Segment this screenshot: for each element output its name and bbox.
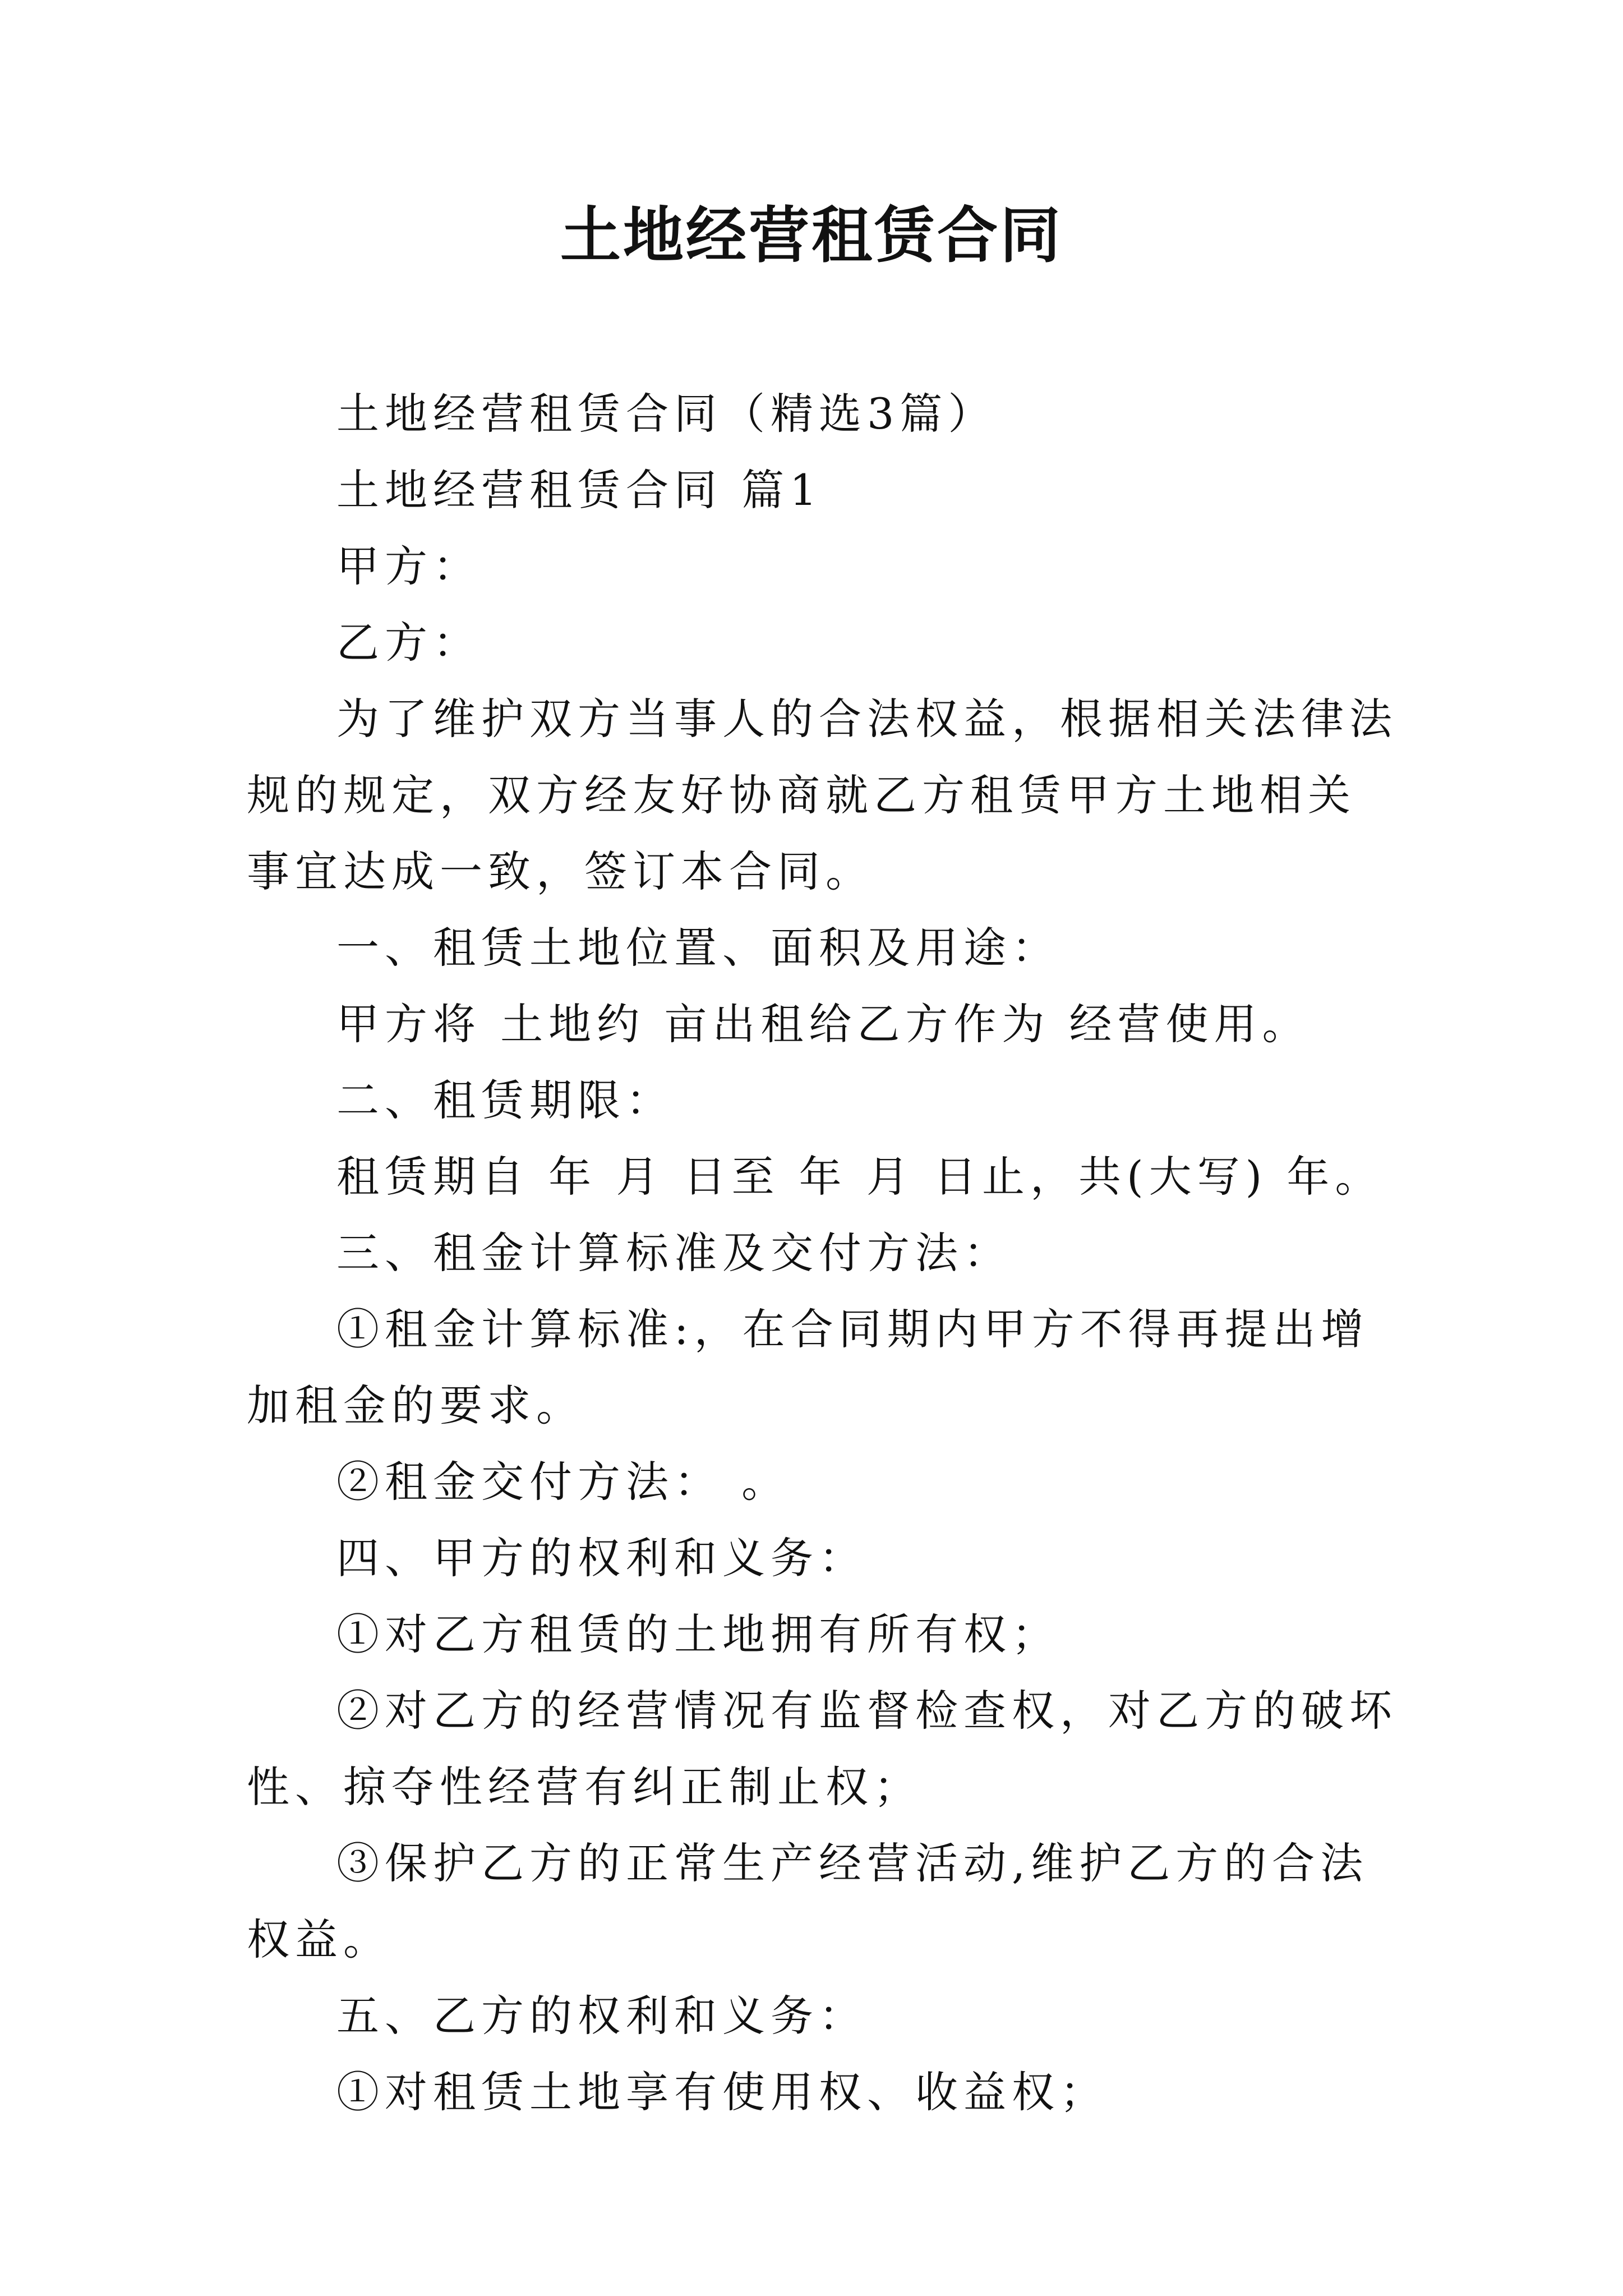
paragraph-party-b: 乙方：: [336, 618, 481, 668]
paragraph-article-1-body: 甲方将 土地约 亩出租给乙方作为 经营使用。: [336, 999, 1311, 1049]
paragraph-article-1-heading: 一、租赁土地位置、面积及用途：: [336, 923, 1060, 973]
paragraph-article-3-item-2: ②租金交付方法： 。: [336, 1457, 790, 1507]
paragraph-article-4-heading: 四、甲方的权利和义务：: [336, 1533, 867, 1583]
paragraph-article-3-item-1: ①租金计算标准:，在合同期内甲方不得再提出增加租金的要求。: [247, 1304, 1370, 1430]
document-body: [247, 376, 1402, 2131]
paragraph-preamble: 为了维护双方当事人的合法权益，根据相关法律法规的规定，双方经友好协商就乙方租赁甲方土地相关事宜达成一致，签订本合同。: [247, 694, 1398, 896]
document-title: 土地经营租赁合同: [560, 200, 1063, 271]
paragraph-article-4-item-2: ②对乙方的经营情况有监督检查权，对乙方的破坏性、掠夺性经营有纠正制止权；: [247, 1686, 1398, 1812]
paragraph-section-heading: 土地经营租赁合同 篇1: [336, 465, 823, 515]
paragraph-article-4-item-3: ③保护乙方的正常生产经营活动,维护乙方的合法权益。: [247, 1838, 1369, 1964]
paragraph-article-3-heading: 三、租金计算标准及交付方法：: [336, 1228, 1012, 1278]
paragraph-article-2-body: 租赁期自 年 月 日至 年 月 日止，共(大写) 年。: [336, 1152, 1384, 1202]
paragraph-subtitle: 土地经营租赁合同（精选3篇）: [336, 389, 997, 439]
paragraph-article-2-heading: 二、租赁期限：: [336, 1075, 674, 1125]
paragraph-article-4-item-1: ①对乙方租赁的土地拥有所有权；: [336, 1609, 1060, 1659]
paragraph-article-5-item-1: ①对租赁土地享有使用权、收益权；: [336, 2067, 1108, 2117]
paragraph-party-a: 甲方：: [336, 541, 481, 591]
paragraph-article-5-heading: 五、乙方的权利和义务：: [336, 1991, 867, 2041]
